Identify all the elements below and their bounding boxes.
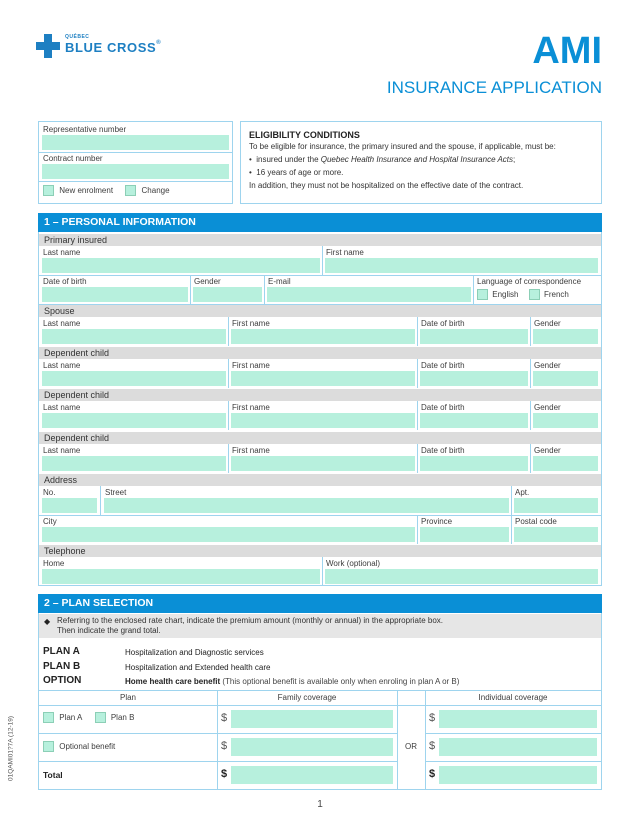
child2-gender-label: Gender [534,403,561,412]
eligibility-bullet-1 [249,153,593,166]
spouse-first-name-label: First name [232,319,270,328]
child3-gender-label: Gender [534,446,561,455]
plan-instruction-box [39,614,601,638]
english-checkbox[interactable] [477,289,488,300]
enrolment-options [43,185,170,196]
bullet-dot: • [249,155,257,164]
primary-insured-bar: Primary insured [39,234,601,246]
child3-first-name-label: First name [232,446,270,455]
child1-dob-field[interactable] [420,371,528,386]
child3-first-name-field[interactable] [231,456,415,471]
primary-dob-field[interactable] [42,287,188,302]
address-bar: Address [39,474,601,486]
spouse-gender-label: Gender [534,319,561,328]
page-subtitle: INSURANCE APPLICATION [386,78,602,97]
address-postal-label: Postal code [515,517,557,526]
address-city-label: City [43,517,57,526]
personal-information-heading: 1 – PERSONAL INFORMATION [38,213,602,232]
change-label: Change [141,185,170,195]
primary-email-field[interactable] [267,287,471,302]
plan-a-label: PLAN A [43,646,80,657]
total-family-amount-field[interactable] [231,766,393,784]
new-enrolment-checkbox[interactable] [43,185,54,196]
french-checkbox[interactable] [529,289,540,300]
plan-b-label: PLAN B [43,661,81,672]
plan-a-check-label: Plan A [59,712,83,722]
eligibility-closing: In addition, they must not be hospitalized on the effective date of the contract. [249,181,524,190]
eligibility-box [240,121,602,204]
plan-a-description: Hospitalization and Diagnostic services [125,648,264,657]
total-label: Total [43,770,63,780]
address-street-label: Street [105,488,127,497]
child1-gender-field[interactable] [533,371,598,386]
child2-last-name-label: Last name [43,403,81,412]
child3-dob-field[interactable] [420,456,528,471]
child1-dob-label: Date of birth [421,361,465,370]
spouse-first-name-field[interactable] [231,329,415,344]
home-phone-field[interactable] [42,569,320,584]
spouse-gender-field[interactable] [533,329,598,344]
plan-b-checkbox[interactable] [95,712,106,723]
bullet-dot: • [249,168,257,177]
eligibility-title: ELIGIBILITY CONDITIONS [249,130,360,140]
bullet1-post: ; [513,155,516,164]
child2-first-name-label: First name [232,403,270,412]
representative-box [38,121,233,204]
dependent-child-bar-3: Dependent child [39,432,601,444]
primary-first-name-label: First name [326,248,364,257]
primary-first-name-field[interactable] [325,258,598,273]
child3-last-name-field[interactable] [42,456,226,471]
address-no-field[interactable] [42,498,97,513]
plan-selection-section [38,594,602,790]
child2-last-name-field[interactable] [42,413,226,428]
page-number: 1 [317,799,323,810]
plan-instruction-line-1: Referring to the enclosed rate chart, indicate the premium amount (monthly or annual) in the appropriate box. [57,616,443,625]
language-label: Language of correspondence [477,277,582,286]
child3-gender-field[interactable] [533,456,598,471]
change-checkbox[interactable] [125,185,136,196]
primary-dob-label: Date of birth [43,277,87,286]
bullet2-text: 16 years of age or more. [256,168,344,177]
primary-gender-label: Gender [194,277,221,286]
child1-gender-label: Gender [534,361,561,370]
total-individual-amount-field[interactable] [439,766,597,784]
col-individual-header: Individual coverage [478,693,548,702]
option-label: OPTION [43,675,82,686]
child1-first-name-label: First name [232,361,270,370]
french-label: French [543,289,569,299]
child1-last-name-field[interactable] [42,371,226,386]
bullet1-italic: Quebec Health Insurance and Hospital Insurance Acts [320,155,514,164]
personal-information-section [38,213,602,586]
logo-reg-mark: ® [156,40,162,46]
address-apt-label: Apt. [515,488,530,497]
dollar-sign-bold: $ [221,768,228,780]
dependent-child-bar-1: Dependent child [39,347,601,359]
optional-family-amount-field[interactable] [231,738,393,756]
plan-a-checkbox[interactable] [43,712,54,723]
address-street-field[interactable] [104,498,509,513]
col-plan-header: Plan [119,693,136,702]
spouse-dob-field[interactable] [420,329,528,344]
option-description-wrap [125,677,459,686]
plan-family-amount-field[interactable] [231,710,393,728]
logo-main-wrap [65,40,161,55]
child2-gender-field[interactable] [533,413,598,428]
plan-selection-heading: 2 – PLAN SELECTION [38,594,602,613]
dollar-sign-bold: $ [429,768,436,780]
plan-b-description: Hospitalization and Extended health care [125,663,271,672]
optional-individual-amount-field[interactable] [439,738,597,756]
logo-top-text: QUÉBEC [65,34,90,40]
plan-b-check-label: Plan B [110,712,135,722]
child2-dob-field[interactable] [420,413,528,428]
logo-main-text: BLUE CROSS [65,40,157,55]
or-label: OR [405,742,417,751]
option-description: Home health care benefit [125,677,221,686]
primary-gender-field[interactable] [193,287,262,302]
optional-benefit-row [43,741,115,752]
work-phone-label: Work (optional) [326,559,381,568]
optional-benefit-label: Optional benefit [59,741,116,751]
new-enrolment-label: New enrolment [59,185,114,195]
dependent-child-bar-2: Dependent child [39,389,601,401]
address-province-label: Province [421,517,453,526]
dollar-sign: $ [221,740,228,752]
spouse-dob-label: Date of birth [421,319,465,328]
spouse-bar: Spouse [39,305,601,317]
address-province-field[interactable] [420,527,509,542]
contract-number-field[interactable] [42,164,229,179]
telephone-bar: Telephone [39,545,601,557]
col-family-header: Family coverage [277,693,337,702]
spouse-last-name-field[interactable] [42,329,226,344]
blue-cross-icon [36,34,60,58]
primary-last-name-label: Last name [43,248,81,257]
eligibility-intro: To be eligible for insurance, the primary insured and the spouse, if applicable, must be: [249,142,556,151]
work-phone-field[interactable] [325,569,598,584]
child3-last-name-label: Last name [43,446,81,455]
address-no-label: No. [43,488,56,497]
child1-first-name-field[interactable] [231,371,415,386]
home-phone-label: Home [43,559,65,568]
language-options [477,289,569,300]
plan-instruction-line-2: Then indicate the grand total. [57,626,161,635]
address-city-field[interactable] [42,527,415,542]
logo [36,32,186,60]
address-postal-field[interactable] [514,527,598,542]
contract-label: Contract number [43,154,103,163]
child3-dob-label: Date of birth [421,446,465,455]
primary-last-name-field[interactable] [42,258,320,273]
english-label: English [492,289,519,299]
optional-benefit-checkbox[interactable] [43,741,54,752]
plan-individual-amount-field[interactable] [439,710,597,728]
plan-checkboxes [43,712,134,723]
form-code: 01QAMI01?7A (12-19) [7,715,15,782]
representative-number-field[interactable] [42,135,229,150]
spouse-last-name-label: Last name [43,319,81,328]
child2-dob-label: Date of birth [421,403,465,412]
page-title: AMI [532,30,602,72]
primary-email-label: E-mail [268,277,291,286]
child1-last-name-label: Last name [43,361,81,370]
representative-label: Representative number [43,125,127,134]
option-note: (This optional benefit is available only when enroling in plan A or B) [222,677,460,686]
child2-first-name-field[interactable] [231,413,415,428]
dollar-sign: $ [221,712,228,724]
bullet1-pre: insured under the [256,155,321,164]
address-apt-field[interactable] [514,498,598,513]
diamond-icon: ◆ [44,617,51,626]
dollar-sign: $ [429,712,436,724]
eligibility-bullet-2 [249,166,593,179]
dollar-sign: $ [429,740,436,752]
